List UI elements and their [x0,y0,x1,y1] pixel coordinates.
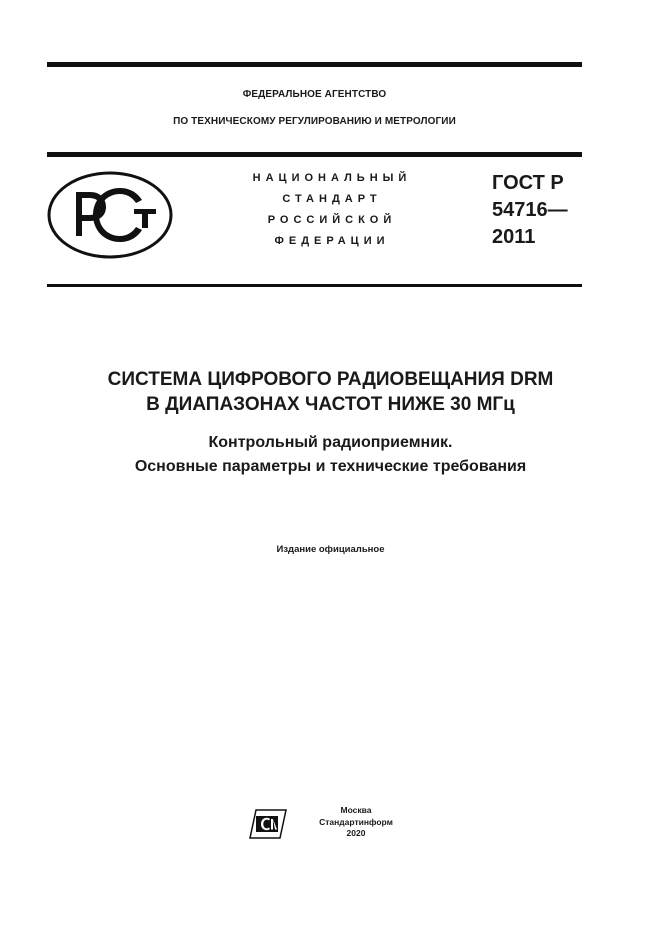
standard-type-line-1: НАЦИОНАЛЬНЫЙ [252,172,412,184]
document-subtitle-line-1: Контрольный радиоприемник. [208,434,453,451]
document-title-line-2: В ДИАПАЗОНАХ ЧАСТОТ НИЖЕ 30 МГц [146,394,515,415]
publisher-name: Стандартинформ [319,816,393,827]
publisher-year: 2020 [346,828,366,838]
agency-line-2: ПО ТЕХНИЧЕСКОМУ РЕГУЛИРОВАНИЮ И МЕТРОЛОГИИ [173,116,456,127]
standard-type-line-3: РОССИЙСКОЙ [267,214,397,226]
designation-prefix: ГОСТ Р [492,172,564,194]
standard-type-line-4: ФЕДЕРАЦИИ [274,235,390,247]
designation-number: 54716— [492,199,568,221]
top-rule [47,62,582,67]
publisher-city: Москва [340,805,372,815]
standartinform-logo-icon [248,808,288,845]
document-title-line-1: СИСТЕМА ЦИФРОВОГО РАДИОВЕЩАНИЯ DRM [107,369,554,390]
document-subtitle-line-2: Основные параметры и технические требования [134,458,527,475]
edition-label: Издание официальное [276,544,385,555]
standard-type-line-2: СТАНДАРТ [282,193,382,205]
standard-type-block [232,168,432,252]
standard-designation [492,170,568,251]
header-rule [47,152,582,157]
agency-line-1: ФЕДЕРАЛЬНОЕ АГЕНТСТВО [242,89,387,100]
designation-year: 2011 [492,226,536,248]
rst-certification-logo-icon [46,170,174,265]
bottom-header-rule [47,284,582,287]
publisher-block [296,805,416,840]
